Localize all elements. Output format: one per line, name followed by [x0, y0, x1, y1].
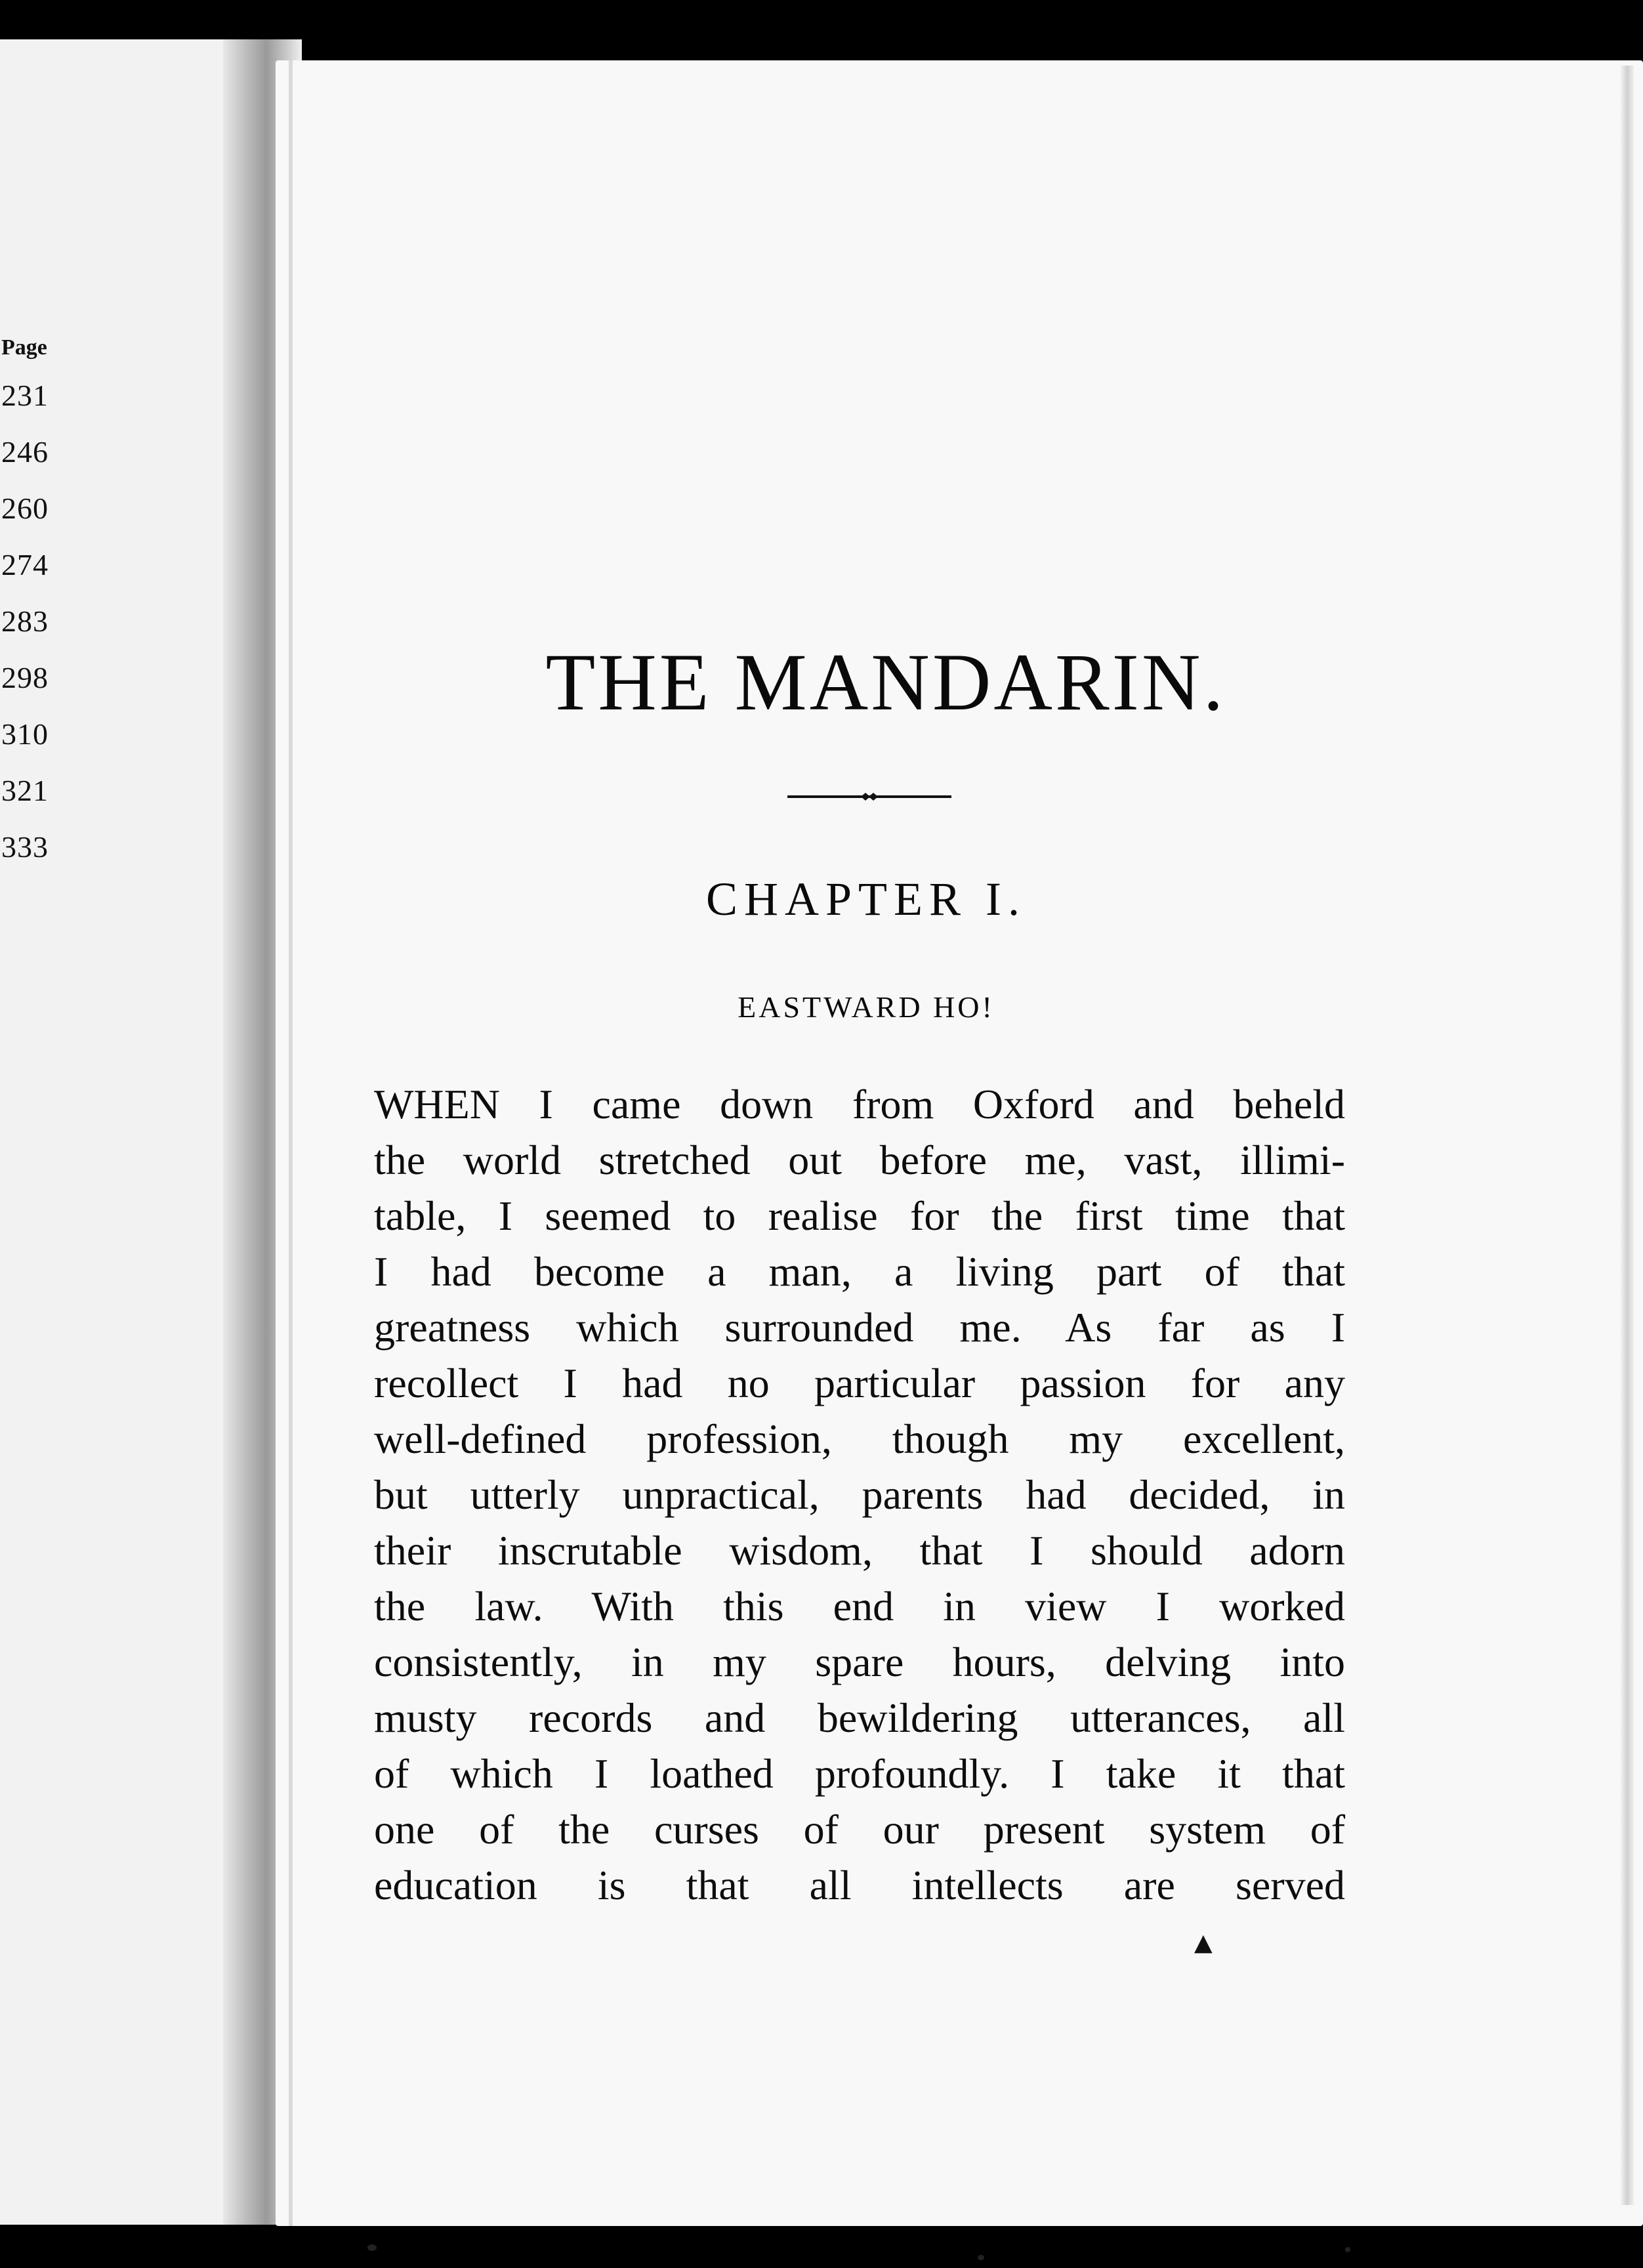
body-line: their inscrutable wisdom, that I should adorn: [374, 1527, 1345, 1574]
toc-page-number: 310: [1, 717, 49, 751]
toc-page-number: 231: [1, 379, 49, 412]
chapter-heading: CHAPTER I.: [705, 873, 1027, 925]
body-paragraph: [374, 1076, 1345, 1913]
body-line: greatness which surrounded me. As far as I: [374, 1304, 1345, 1351]
toc-page-number: 246: [1, 435, 49, 469]
chapter-subtitle: EASTWARD HO!: [738, 990, 995, 1024]
toc-page-number: 298: [1, 661, 49, 694]
book-title: THE MANDARIN.: [545, 637, 1226, 727]
scan-speck: [978, 2255, 984, 2260]
gutter-line: [289, 60, 293, 2226]
body-line: WHEN I came down from Oxford and beheld: [374, 1081, 1345, 1127]
body-line: education is that all intellects are served: [374, 1862, 1345, 1908]
toc-page-number: 260: [1, 492, 49, 525]
body-line: well-defined profession, though my excellent,: [374, 1416, 1345, 1462]
toc-page-numbers: [1, 328, 67, 875]
toc-page-number: 333: [1, 830, 49, 864]
body-line: table, I seemed to realise for the first time that: [374, 1192, 1345, 1239]
body-line: the world stretched out before me, vast, illimi-: [374, 1137, 1345, 1183]
body-line: the law. With this end in view I worked: [374, 1583, 1345, 1629]
ornament-rule-icon: [787, 791, 951, 802]
body-line: consistently, in my spare hours, delving into: [374, 1639, 1345, 1685]
page-edge: [1621, 66, 1634, 2205]
body-line: of which I loathed profoundly. I take it that: [374, 1750, 1345, 1797]
body-line: but utterly unpractical, parents had decided, in: [374, 1471, 1345, 1518]
scan-speck: [1345, 2247, 1350, 2252]
toc-page-number: 321: [1, 774, 49, 807]
body-line: one of the curses of our present system of: [374, 1806, 1345, 1853]
body-line: musty records and bewildering utterances, all: [374, 1694, 1345, 1741]
body-line: I had become a man, a living part of that: [374, 1248, 1345, 1295]
toc-header: Page: [1, 335, 47, 360]
toc-page-number: 274: [1, 548, 49, 581]
body-line: recollect I had no particular passion for any: [374, 1360, 1345, 1406]
triangle-up-icon: ▲: [1194, 1929, 1213, 1956]
toc-page-number: 283: [1, 604, 49, 638]
scan-speck: [367, 2244, 377, 2251]
